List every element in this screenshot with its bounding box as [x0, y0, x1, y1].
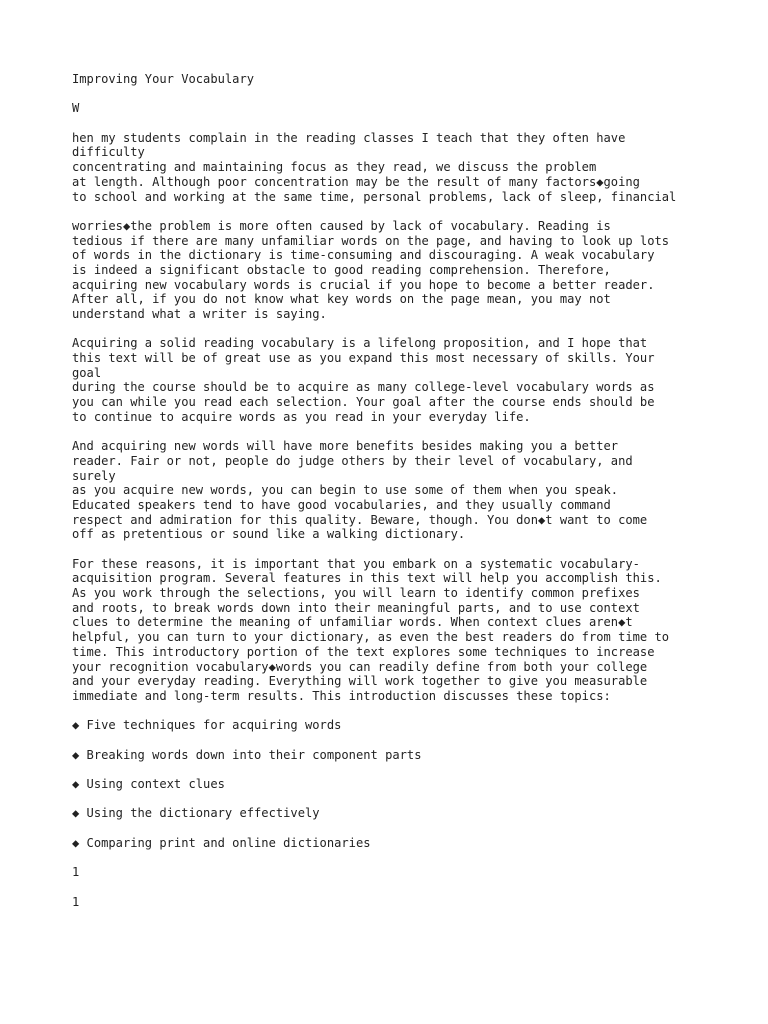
text-line: acquiring new vocabulary words is crucial if you hope to become a better reader.	[72, 277, 655, 292]
text-line: Acquiring a solid reading vocabulary is a lifelong proposition, and I hope that	[72, 336, 648, 351]
text-line: is indeed a significant obstacle to good reading comprehension. Therefore,	[72, 262, 611, 277]
document-title: Improving Your Vocabulary	[72, 72, 255, 86]
paragraph	[72, 336, 732, 424]
text-line: worries◆the problem is more often caused by lack of vocabulary. Reading is	[72, 218, 611, 233]
text-line: your recognition vocabulary◆words you can readily define from both your college	[72, 659, 648, 674]
text-line: and roots, to break words down into their meaningful parts, and to use context	[72, 600, 640, 615]
topic-list-item: ◆ Comparing print and online dictionaries	[72, 835, 371, 850]
text-line: clues to determine the meaning of unfamiliar words. When context clues aren◆t	[72, 615, 633, 630]
topic-list-item: ◆ Breaking words down into their component parts	[72, 747, 422, 762]
topic-list-item: ◆ Using context clues	[72, 777, 225, 791]
topic-list-item: ◆ Using the dictionary effectively	[72, 806, 320, 821]
body-text	[72, 131, 732, 719]
page-number: 1	[72, 894, 80, 909]
text-line: understand what a writer is saying.	[72, 307, 327, 321]
text-line: off as pretentious or sound like a walking dictionary.	[72, 527, 466, 542]
text-line: time. This introductory portion of the text explores some techniques to increase	[72, 644, 655, 659]
paragraph	[72, 131, 732, 204]
text-line: goal	[72, 365, 102, 380]
paragraph	[72, 219, 732, 322]
topic-list	[72, 718, 732, 865]
text-line: difficulty	[72, 145, 145, 160]
text-line: this text will be of great use as you expand this most necessary of skills. Your	[72, 351, 655, 366]
page-numbers	[72, 865, 732, 909]
text-line: to school and working at the same time, personal problems, lack of sleep, financial	[72, 189, 677, 204]
paragraph	[72, 557, 732, 704]
paragraph	[72, 439, 732, 542]
text-line: helpful, you can turn to your dictionary, as even the best readers do from time to	[72, 630, 670, 645]
text-line: immediate and long-term results. This introduction discusses these topics:	[72, 688, 611, 703]
text-line: and your everyday reading. Everything will work together to give you measurable	[72, 674, 648, 689]
text-line: As you work through the selections, you will learn to identify common prefixes	[72, 586, 640, 601]
document-page	[72, 72, 732, 909]
text-line: during the course should be to acquire as many college-level vocabulary words as	[72, 380, 655, 395]
text-line: as you acquire new words, you can begin to use some of them when you speak.	[72, 483, 619, 498]
page-number: 1	[72, 865, 80, 880]
text-line: surely	[72, 468, 116, 483]
text-line: to continue to acquire words as you read in your everyday life.	[72, 409, 531, 424]
text-line: respect and admiration for this quality. Beware, though. You don◆t want to come	[72, 512, 648, 527]
drop-cap: W	[72, 101, 80, 116]
text-line: of words in the dictionary is time-consuming and discouraging. A weak vocabulary	[72, 248, 655, 263]
text-line: tedious if there are many unfamiliar words on the page, and having to look up lots	[72, 233, 670, 248]
text-line: you can while you read each selection. Your goal after the course ends should be	[72, 395, 655, 410]
text-line: concentrating and maintaining focus as they read, we discuss the problem	[72, 160, 597, 175]
text-line: reader. Fair or not, people do judge others by their level of vocabulary, and	[72, 453, 633, 468]
text-line: hen my students complain in the reading classes I teach that they often have	[72, 130, 626, 145]
text-line: For these reasons, it is important that you embark on a systematic vocabulary-	[72, 556, 640, 571]
text-line: After all, if you do not know what key words on the page mean, you may not	[72, 292, 611, 307]
text-line: Educated speakers tend to have good vocabularies, and they usually command	[72, 497, 611, 512]
text-line: at length. Although poor concentration may be the result of many factors◆going	[72, 174, 640, 189]
text-line: And acquiring new words will have more benefits besides making you a better	[72, 439, 619, 454]
topic-list-item: ◆ Five techniques for acquiring words	[72, 718, 342, 733]
text-line: acquisition program. Several features in this text will help you accomplish this.	[72, 571, 662, 586]
